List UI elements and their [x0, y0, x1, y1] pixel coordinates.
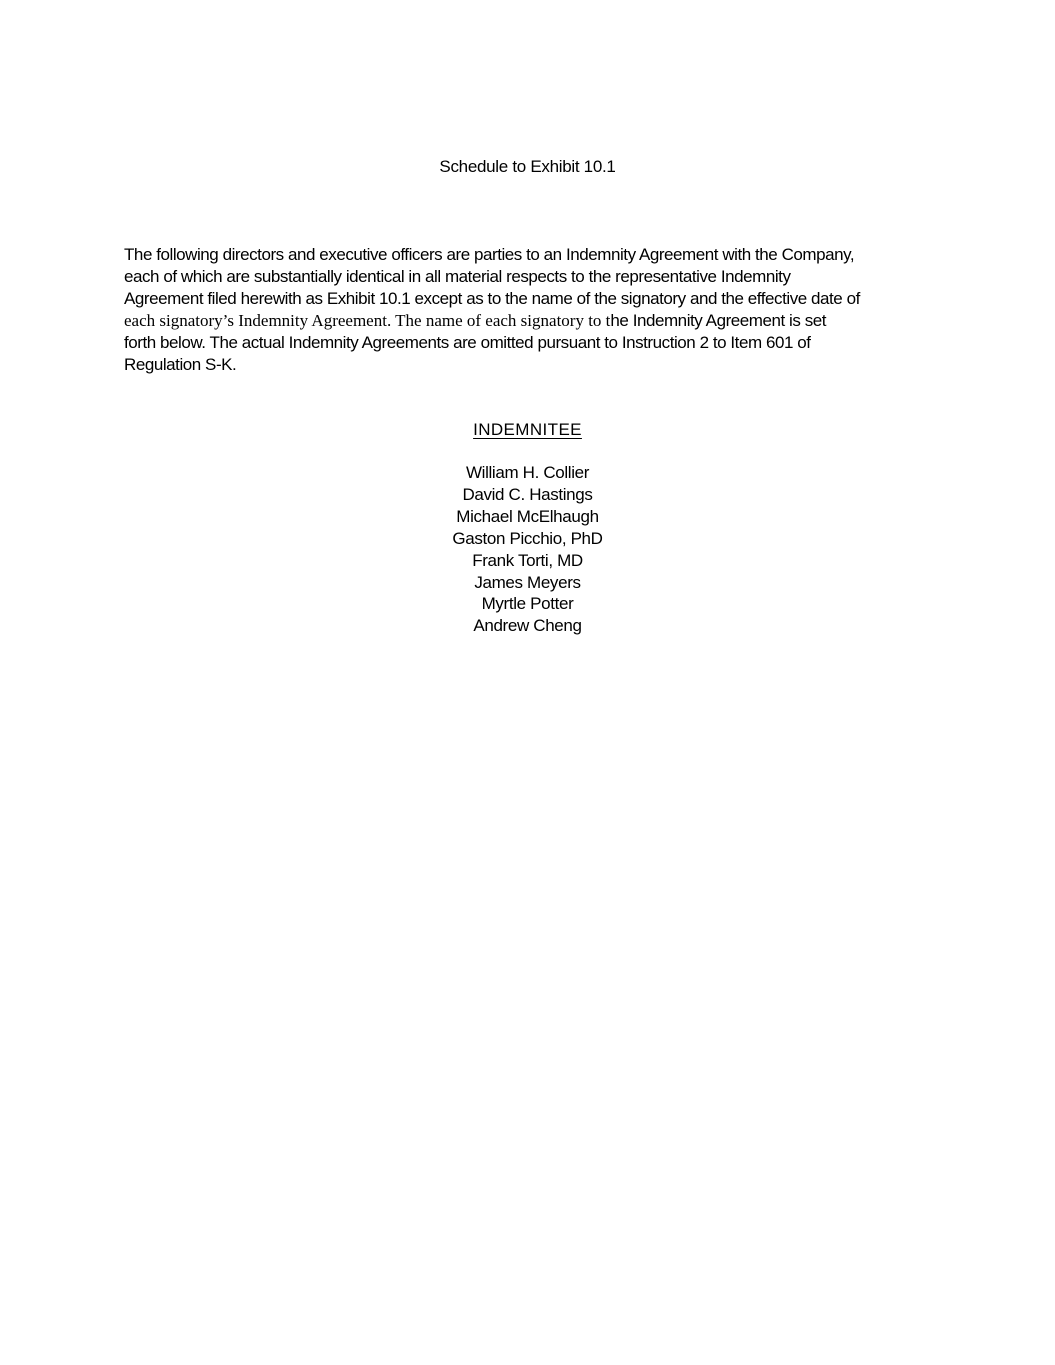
indemnitee-name: Michael McElhaugh	[456, 506, 599, 526]
indemnitee-name: James Meyers	[474, 572, 581, 592]
indemnitee-name: William H. Collier	[465, 463, 590, 482]
indemnitee-name: Frank Torti, MD	[472, 550, 583, 570]
indemnitee-name: Myrtle Potter	[481, 594, 574, 614]
paragraph-line: each of which are substantially identical in all material respects to the representative Indemnity	[124, 267, 791, 286]
paragraph-line: forth below. The actual Indemnity Agreements are omitted pursuant to Instruction 2 to Item 601 of	[124, 333, 811, 352]
paragraph-line	[124, 310, 934, 332]
document-title: Schedule to Exhibit 10.1	[439, 157, 616, 176]
paragraph-line: The following directors and executive officers are parties to an Indemnity Agreement with the Company,	[124, 245, 855, 264]
paragraph-line: Agreement filed herewith as Exhibit 10.1 except as to the name of the signatory and the effective date of	[124, 289, 860, 308]
indemnitee-list	[0, 462, 1055, 637]
indemnitee-name: Andrew Cheng	[473, 616, 582, 636]
indemnitee-heading	[0, 419, 1055, 441]
paragraph-line-sans-part: he Indemnity Agreement is set	[610, 311, 827, 330]
indemnitee-name: Gaston Picchio, PhD	[452, 528, 603, 548]
paragraph-line-serif-part: each signatory’s Indemnity Agreement. The name of each signatory to t	[124, 311, 611, 330]
indemnitee-name: David C. Hastings	[462, 484, 593, 504]
indemnitee-heading-label: INDEMNITEE	[473, 420, 582, 439]
paragraph-line: Regulation S-K.	[124, 355, 237, 374]
intro-paragraph	[124, 244, 934, 376]
